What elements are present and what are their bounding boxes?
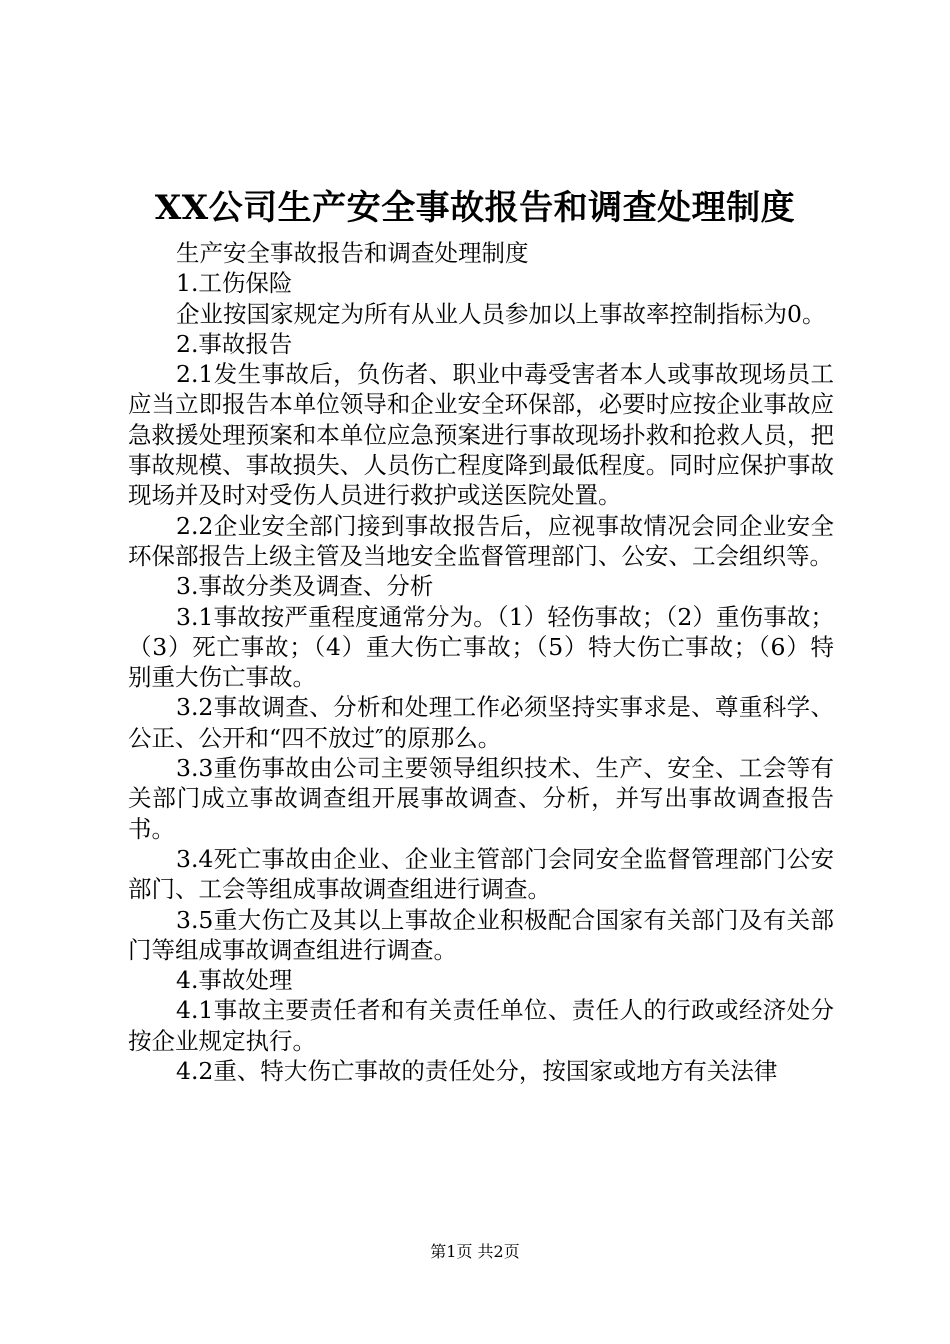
paragraph: 4.2重、特大伤亡事故的责任处分，按国家或地方有关法律 <box>176 1057 778 1086</box>
section-heading-4: 4.事故处理 <box>176 966 293 995</box>
paragraph: 3.2事故调查、分析和处理工作必须坚持实事求是、尊重科学、公正、公开和“四不放过″的原那么。 <box>128 693 834 752</box>
page-footer: 第1页 共2页 <box>430 1242 520 1261</box>
paragraph: 企业按国家规定为所有从业人员参加以上事故率控制指标为0。 <box>176 299 826 328</box>
paragraph: 3.4死亡事故由企业、企业主管部门会同安全监督管理部门公安部门、工会等组成事故调查组进行调查。 <box>128 844 834 904</box>
paragraph: 3.3重伤事故由公司主要领导组织技术、生产、安全、工会等有关部门成立事故调查组开展事故调查、分析，并写出事故调查报告书。 <box>128 754 834 843</box>
section-heading-1: 1.工伤保险 <box>176 269 293 298</box>
section-heading-2: 2.事故报告 <box>176 329 293 358</box>
paragraph: 3.5重大伤亡及其以上事故企业积极配合国家有关部门及有关部门等组成事故调查组进行调查。 <box>128 905 834 964</box>
paragraph: 4.1事故主要责任者和有关责任单位、责任人的行政或经济处分按企业规定执行。 <box>128 996 834 1055</box>
paragraph: 2.1发生事故后，负伤者、职业中毒受害者本人或事故现场员工应当立即报告本单位领导和企业安全环保部，必要时应按企业事故应急救援处理预案和本单位应急预案进行事故现场扑救和抢救人员，把事故规模、事故损失、人员伤亡程度降到最低程度。同时应保护事故现场并及时对受伤人员进行救护或送医院处置。 <box>128 360 834 510</box>
paragraph: 3.1事故按严重程度通常分为。（1）轻伤事故；（2）重伤事故；（3）死亡事故；（4）重大伤亡事故；（5）特大伤亡事故；（6）特别重大伤亡事故。 <box>128 602 834 692</box>
paragraph-subtitle: 生产安全事故报告和调查处理制度 <box>176 239 529 267</box>
paragraph: 2.2企业安全部门接到事故报告后，应视事故情况会同企业安全环保部报告上级主管及当地安全监督管理部门、公安、工会组织等。 <box>128 511 834 570</box>
document-body <box>128 238 834 1086</box>
section-heading-3: 3.事故分类及调查、分析 <box>176 572 434 601</box>
document-title: XX公司生产安全事故报告和调查处理制度 <box>154 188 796 228</box>
